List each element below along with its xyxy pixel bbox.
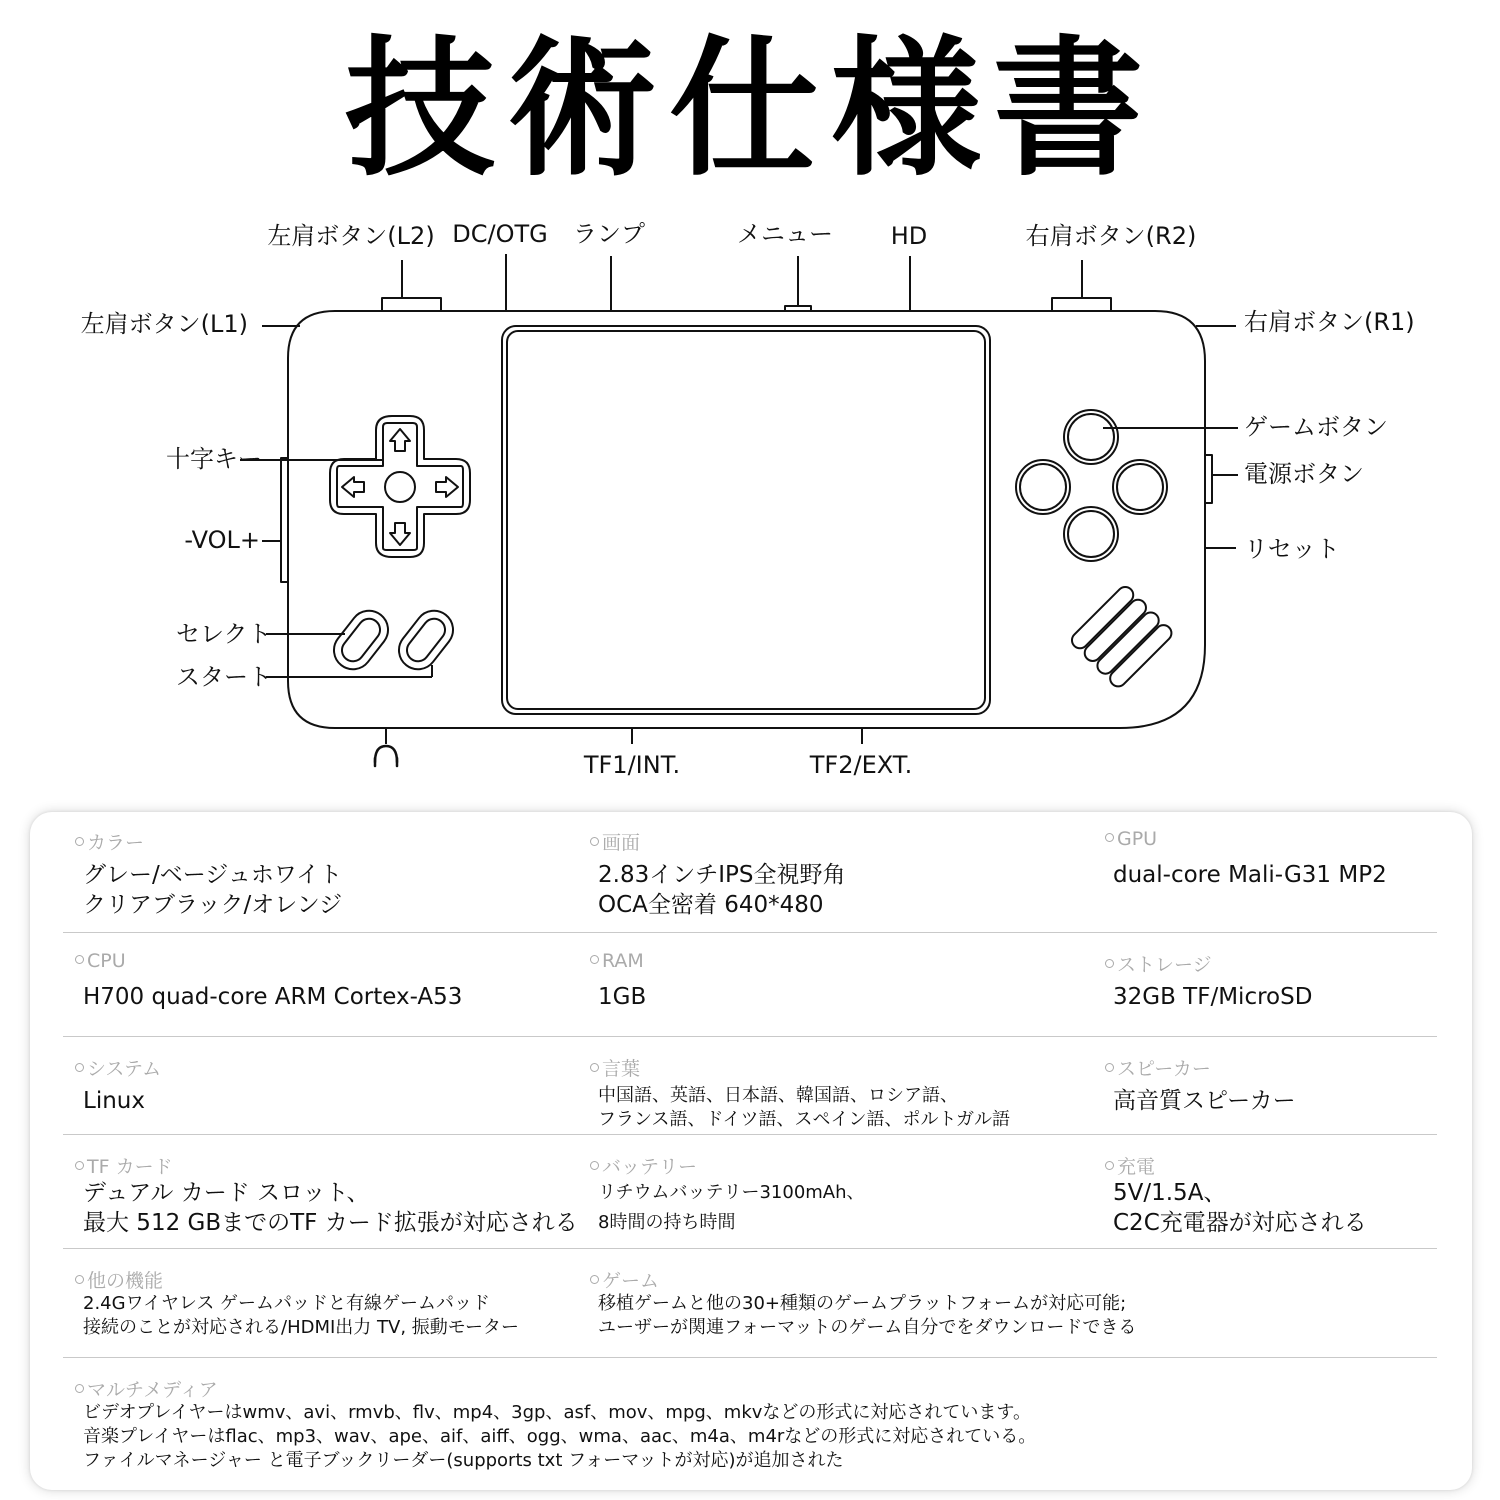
label-r1: 右肩ボタン(R1)	[1244, 308, 1415, 336]
spec-row	[63, 1359, 1437, 1487]
label-game-button: ゲームボタン	[1244, 413, 1388, 441]
spec-value: OCA全密着 640*480	[598, 892, 824, 918]
spec-gpu	[1093, 812, 1437, 932]
spec-panel	[30, 812, 1472, 1490]
game-button-left	[1016, 460, 1070, 514]
spec-label: 充電	[1117, 1156, 1156, 1178]
label-lamp: ランプ	[573, 220, 645, 248]
label-start: スタート	[176, 663, 272, 691]
label-menu: メニュー	[737, 220, 833, 248]
spec-value: 32GB TF/MicroSD	[1113, 984, 1313, 1010]
spec-value: 8時間の持ち時間	[598, 1212, 736, 1233]
spec-value: 接続のことが対応される/HDMI出力 TV, 振動モーター	[83, 1317, 520, 1338]
spec-label: マルチメディア	[87, 1379, 218, 1401]
spec-row	[63, 812, 1437, 933]
label-power: 電源ボタン	[1244, 460, 1364, 488]
arrow-up-icon	[390, 429, 410, 451]
spec-value: ユーザーが関連フォーマットのゲーム自分でをダウンロードできる	[598, 1317, 1137, 1338]
spec-label: システム	[87, 1058, 162, 1080]
bullet-icon	[590, 1063, 599, 1072]
spec-value: デュアル カード スロット、	[83, 1180, 370, 1206]
bullet-icon	[590, 1275, 599, 1284]
l2-bumper	[382, 298, 441, 311]
spec-game	[578, 1250, 1437, 1357]
spec-label: ゲーム	[602, 1270, 660, 1292]
label-dc-otg: DC/OTG	[452, 220, 548, 248]
spec-screen	[578, 812, 1090, 932]
label-dpad: 十字キー	[166, 445, 262, 473]
dpad-center	[385, 472, 415, 502]
label-l1: 左肩ボタン(L1)	[80, 310, 248, 338]
spec-value: 移植ゲームと他の30+種類のゲームプラットフォームが対応可能;	[598, 1293, 1127, 1314]
bullet-icon	[75, 1161, 84, 1170]
bullet-icon	[1105, 959, 1114, 968]
label-tf1: TF1/INT.	[583, 751, 681, 779]
spec-value: 5V/1.5A、	[1113, 1180, 1227, 1206]
spec-system	[63, 1038, 575, 1134]
label-select: セレクト	[176, 620, 272, 648]
spec-label: 画面	[602, 832, 641, 854]
spec-value: クリアブラック/オレンジ	[83, 892, 343, 918]
bullet-icon	[75, 1384, 84, 1393]
label-reset: リセット	[1244, 535, 1340, 563]
bullet-icon	[1105, 1161, 1114, 1170]
bullet-icon	[590, 837, 599, 846]
start-button	[391, 603, 460, 677]
bullet-icon	[75, 837, 84, 846]
spec-ram	[578, 934, 1090, 1036]
label-l2: 左肩ボタン(L2)	[267, 222, 435, 250]
spec-speaker	[1093, 1038, 1437, 1134]
bullet-icon	[1105, 833, 1114, 842]
bullet-icon	[75, 1063, 84, 1072]
spec-value: 最大 512 GBまでのTF カード拡張が対応される	[83, 1210, 578, 1236]
spec-label: バッテリー	[602, 1156, 698, 1178]
label-r2: 右肩ボタン(R2)	[1025, 222, 1197, 250]
label-tf2: TF2/EXT.	[809, 751, 913, 779]
headphone-icon	[375, 746, 397, 766]
spec-label: CPU	[87, 950, 126, 972]
game-button-bottom	[1064, 507, 1118, 561]
spec-value: ビデオプレイヤーはwmv、avi、rmvb、flv、mp4、3gp、asf、mov、mpg、mkvなどの形式に対応されています。	[83, 1402, 1031, 1423]
spec-row	[63, 934, 1437, 1037]
spec-storage	[1093, 934, 1437, 1036]
spec-charging	[1093, 1136, 1437, 1248]
spec-row	[63, 1136, 1437, 1249]
spec-value: 2.4Gワイヤレス ゲームパッドと有線ゲームパッド	[83, 1293, 491, 1314]
r2-bumper	[1052, 298, 1111, 311]
power-switch	[1205, 455, 1212, 503]
spec-value: 高音質スピーカー	[1113, 1088, 1296, 1114]
speaker-grille	[1069, 584, 1175, 690]
spec-tf-card	[63, 1136, 578, 1248]
spec-label: TF カード	[87, 1156, 173, 1178]
spec-label: RAM	[602, 950, 644, 972]
bullet-icon	[75, 1275, 84, 1284]
spec-other-features	[63, 1250, 575, 1357]
bullet-icon	[590, 1161, 599, 1170]
spec-value: Linux	[83, 1088, 145, 1114]
bullet-icon	[1105, 1063, 1114, 1072]
bullet-icon	[590, 955, 599, 964]
spec-value: リチウムバッテリー3100mAh、	[598, 1182, 865, 1203]
spec-value: dual-core Mali-G31 MP2	[1113, 862, 1387, 888]
spec-value: フランス語、ドイツ語、スペイン語、ポルトガル語	[598, 1109, 1011, 1130]
spec-row	[63, 1038, 1437, 1135]
game-button-right	[1113, 460, 1167, 514]
arrow-down-icon	[390, 523, 410, 545]
select-button	[326, 603, 395, 677]
spec-value: C2C充電器が対応される	[1113, 1210, 1367, 1236]
label-hd: HD	[890, 222, 928, 250]
vol-rocker	[281, 458, 288, 582]
spec-cpu	[63, 934, 575, 1036]
spec-label: ストレージ	[1117, 954, 1212, 976]
menu-button-top	[785, 306, 811, 311]
spec-row	[63, 1250, 1437, 1358]
spec-value: 2.83インチIPS全視野角	[598, 862, 846, 888]
spec-value: グレー/ベージュホワイト	[83, 862, 343, 888]
spec-battery	[578, 1136, 1090, 1248]
spec-value: 中国語、英語、日本語、韓国語、ロシア語、	[598, 1085, 958, 1106]
device-diagram	[0, 200, 1500, 800]
bullet-icon	[75, 955, 84, 964]
spec-value: 1GB	[598, 984, 647, 1010]
spec-multimedia	[63, 1359, 1437, 1487]
label-vol: -VOL+	[184, 526, 260, 554]
spec-label: カラー	[87, 832, 145, 854]
spec-value: ファイルマネージャー と電子ブックリーダー(supports txt フォーマットが対応)が追加された	[83, 1450, 844, 1471]
arrow-left-icon	[342, 477, 364, 497]
spec-label: スピーカー	[1117, 1058, 1211, 1080]
spec-value: 音楽プレイヤーはflac、mp3、wav、ape、aif、aiff、ogg、wma、aac、m4a、m4rなどの形式に対応されている。	[83, 1426, 1037, 1447]
spec-label: 言葉	[602, 1058, 641, 1080]
spec-color	[63, 812, 575, 932]
game-button-top	[1064, 410, 1118, 464]
spec-label: GPU	[1117, 828, 1158, 850]
arrow-right-icon	[436, 477, 458, 497]
screen-inner	[507, 331, 985, 709]
page-title: 技術仕様書	[344, 23, 1155, 197]
spec-language	[578, 1038, 1090, 1134]
spec-label: 他の機能	[87, 1270, 164, 1292]
dpad	[330, 416, 470, 557]
screen-bezel	[502, 326, 990, 714]
spec-value: H700 quad-core ARM Cortex-A53	[83, 984, 463, 1010]
